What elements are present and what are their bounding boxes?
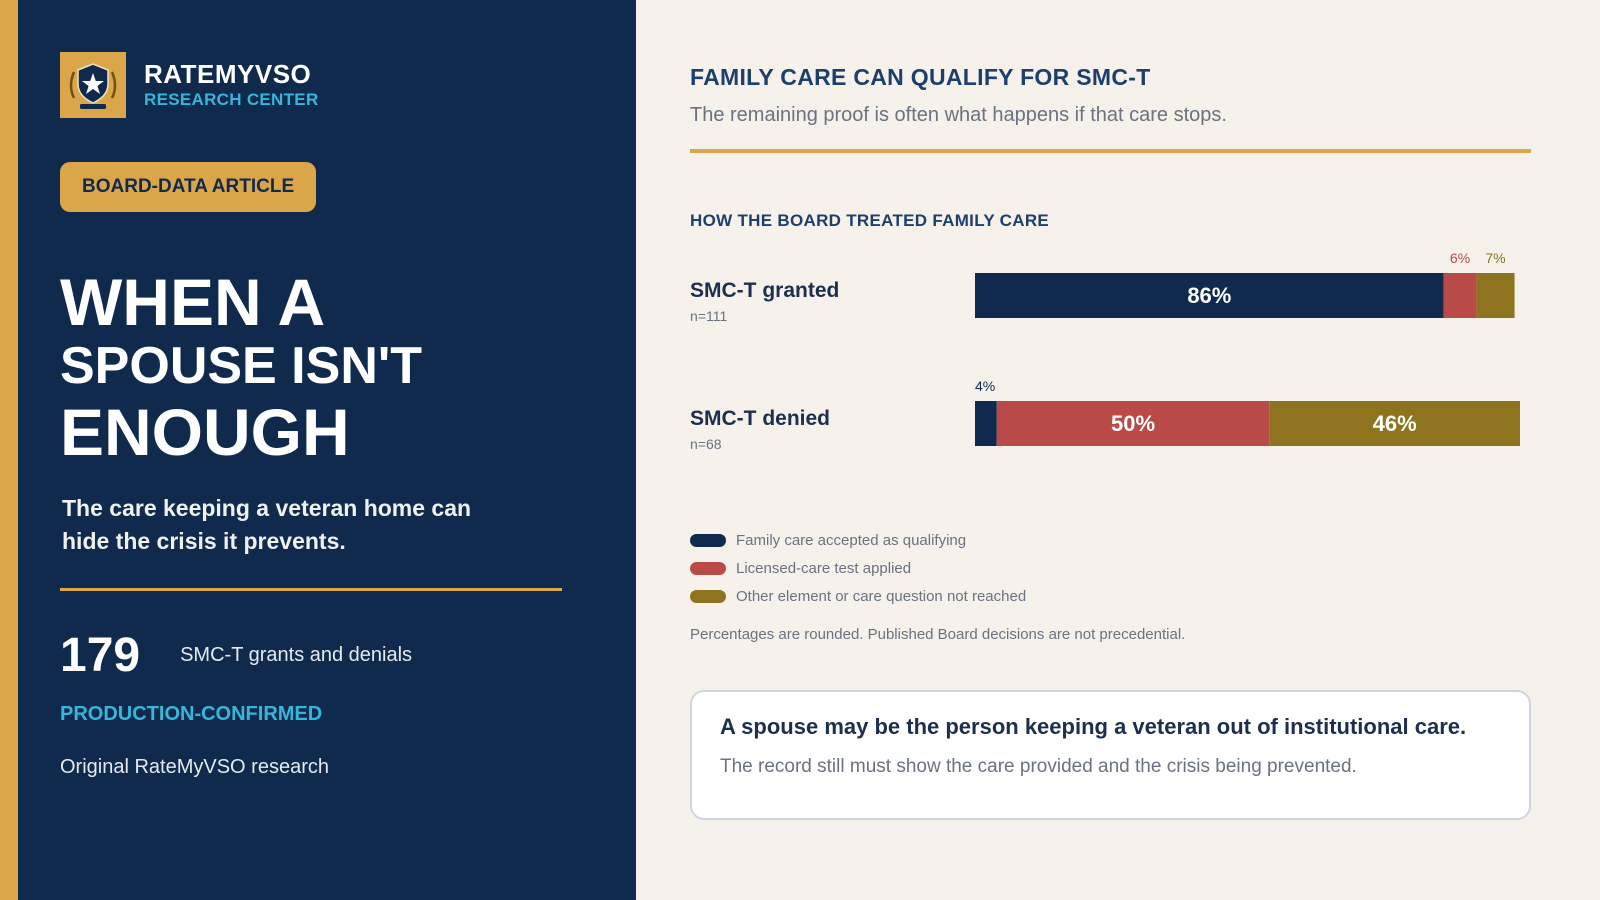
article-type-badge: BOARD-DATA ARTICLE: [60, 162, 316, 212]
brand-subtitle: RESEARCH CENTER: [144, 90, 319, 109]
data-label: 50%: [1111, 411, 1156, 436]
category-label: SMC-T granted: [690, 279, 840, 302]
left-accent-bar: [0, 0, 18, 900]
legend-item: [690, 582, 1026, 610]
data-label: 86%: [1187, 283, 1232, 308]
legend-label: Other element or care question not reached: [736, 587, 1027, 605]
headline-line-2: SPOUSE ISN'T: [60, 337, 422, 395]
left-panel: [18, 0, 636, 900]
legend-swatch: [690, 590, 726, 603]
callout-card: [690, 690, 1531, 820]
stat-label: SMC-T grants and denials: [180, 644, 413, 666]
status-label: PRODUCTION-CONFIRMED: [60, 703, 323, 725]
headline-line-3: ENOUGH: [60, 395, 350, 469]
legend-label: Licensed-care test applied: [736, 559, 912, 577]
chart-title: HOW THE BOARD TREATED FAMILY CARE: [690, 211, 1050, 230]
headline-line-1: WHEN A: [60, 265, 326, 339]
left-divider: [60, 588, 562, 591]
data-label-small: 6%: [1449, 250, 1471, 266]
callout-title: A spouse may be the person keeping a veteran out of institutional care.: [720, 714, 1467, 739]
legend-item: [690, 554, 1026, 582]
callout-body: The record still must show the care provided and the crisis being prevented.: [720, 756, 1357, 777]
data-label-small: 4%: [975, 378, 996, 394]
bar-segment: [1476, 273, 1514, 318]
legend-item: [690, 526, 1026, 554]
bar-segment: [1444, 273, 1477, 318]
stacked-bar-chart: [680, 240, 1520, 460]
origin-label: Original RateMyVSO research: [60, 756, 329, 778]
footnote: Percentages are rounded. Published Board decisions are not precedential.: [690, 626, 1186, 643]
subheadline: The care keeping a veteran home can hide the crisis it prevents.: [62, 495, 472, 554]
sample-size-label: n=111: [690, 308, 728, 324]
legend-label: Family care accepted as qualifying: [736, 531, 967, 549]
legend-swatch: [690, 534, 726, 547]
data-label-small: 7%: [1485, 250, 1506, 266]
legend-swatch: [690, 562, 726, 575]
data-label: 46%: [1372, 411, 1417, 436]
headline: [60, 265, 422, 469]
right-divider: [690, 149, 1531, 153]
chart-legend: [690, 526, 1026, 610]
sample-size-label: n=68: [690, 436, 722, 452]
brand-text: [144, 59, 319, 111]
shield-logo-icon: [60, 52, 126, 118]
right-title: FAMILY CARE CAN QUALIFY FOR SMC-T: [690, 64, 1151, 90]
category-label: SMC-T denied: [690, 407, 830, 430]
brand-name: RATEMYVSO: [144, 59, 312, 89]
right-subtitle: The remaining proof is often what happens if that care stops.: [690, 104, 1227, 126]
stat-row: [60, 628, 412, 683]
brand: [60, 52, 319, 118]
stat-number: 179: [60, 629, 141, 682]
bar-segment: [975, 401, 997, 446]
